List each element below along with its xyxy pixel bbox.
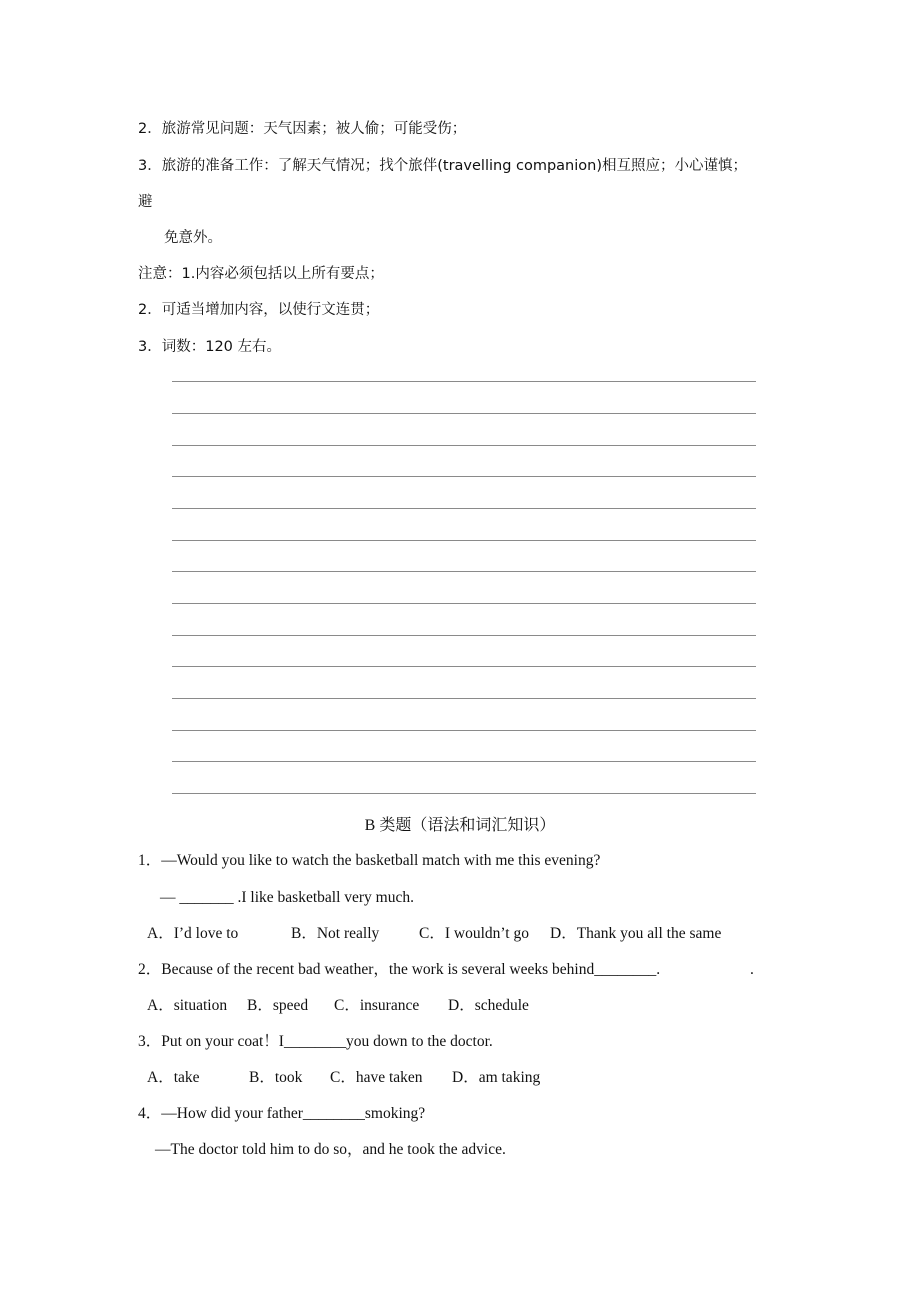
question-1-reply: — _______ .I like basketball very much. [160,889,414,906]
question-3-option-d[interactable]: D．am taking [452,1069,541,1086]
writing-line [172,413,756,414]
writing-line [172,730,756,731]
note-2: 2．可适当增加内容，以使行文连贯； [138,302,380,318]
question-2-stem-tail: . [750,961,754,978]
writing-point-3: 3．旅游的准备工作：了解天气情况；找个旅伴(travelling companion)相互照应；小心谨慎； [138,158,747,174]
question-2-options [147,996,529,1016]
question-2-option-b[interactable]: B．speed [247,997,309,1014]
section-b-title: B 类题（语法和词汇知识） [364,817,556,834]
writing-point-3-wrap: 避 [138,194,153,210]
question-1-option-c[interactable]: C．I wouldn’t go [419,925,529,942]
question-2-option-d[interactable]: D．schedule [448,997,529,1014]
writing-line [172,698,756,699]
writing-line [172,476,756,477]
question-1-stem: 1．—Would you like to watch the basketball match with me this evening? [138,852,601,869]
question-1-option-b[interactable]: B．Not really [291,925,380,942]
question-4-stem: 4．—How did your father________smoking? [138,1105,426,1122]
note-1: 注意：1.内容必须包括以上所有要点； [138,266,384,282]
writing-line [172,761,756,762]
question-2-stem: 2．Because of the recent bad weather，the work is several weeks behind________. [138,961,661,978]
question-3-options [147,1068,540,1088]
writing-line [172,635,756,636]
question-2-option-c[interactable]: C．insurance [334,997,420,1014]
writing-line [172,666,756,667]
question-2-option-a[interactable]: A．situation [147,997,228,1014]
writing-line [172,381,756,382]
question-4-reply: —The doctor told him to do so，and he took the advice. [155,1141,506,1158]
writing-line [172,603,756,604]
writing-line [172,508,756,509]
writing-line [172,445,756,446]
question-3-option-a[interactable]: A．take [147,1069,200,1086]
note-3: 3．词数：120 左右。 [138,339,282,355]
question-3-stem: 3．Put on your coat！I________you down to the doctor. [138,1033,493,1050]
writing-point-3-cont: 免意外。 [164,230,222,246]
question-3-option-c[interactable]: C．have taken [330,1069,423,1086]
writing-line [172,571,756,572]
writing-line [172,793,756,794]
writing-point-2: 2．旅游常见问题：天气因素；被人偷；可能受伤； [138,121,467,137]
question-1-option-d[interactable]: D．Thank you all the same [550,925,722,942]
question-1-options [147,924,721,944]
writing-line [172,540,756,541]
question-1-option-a[interactable]: A．I’d love to [147,925,239,942]
question-3-option-b[interactable]: B．took [249,1069,303,1086]
